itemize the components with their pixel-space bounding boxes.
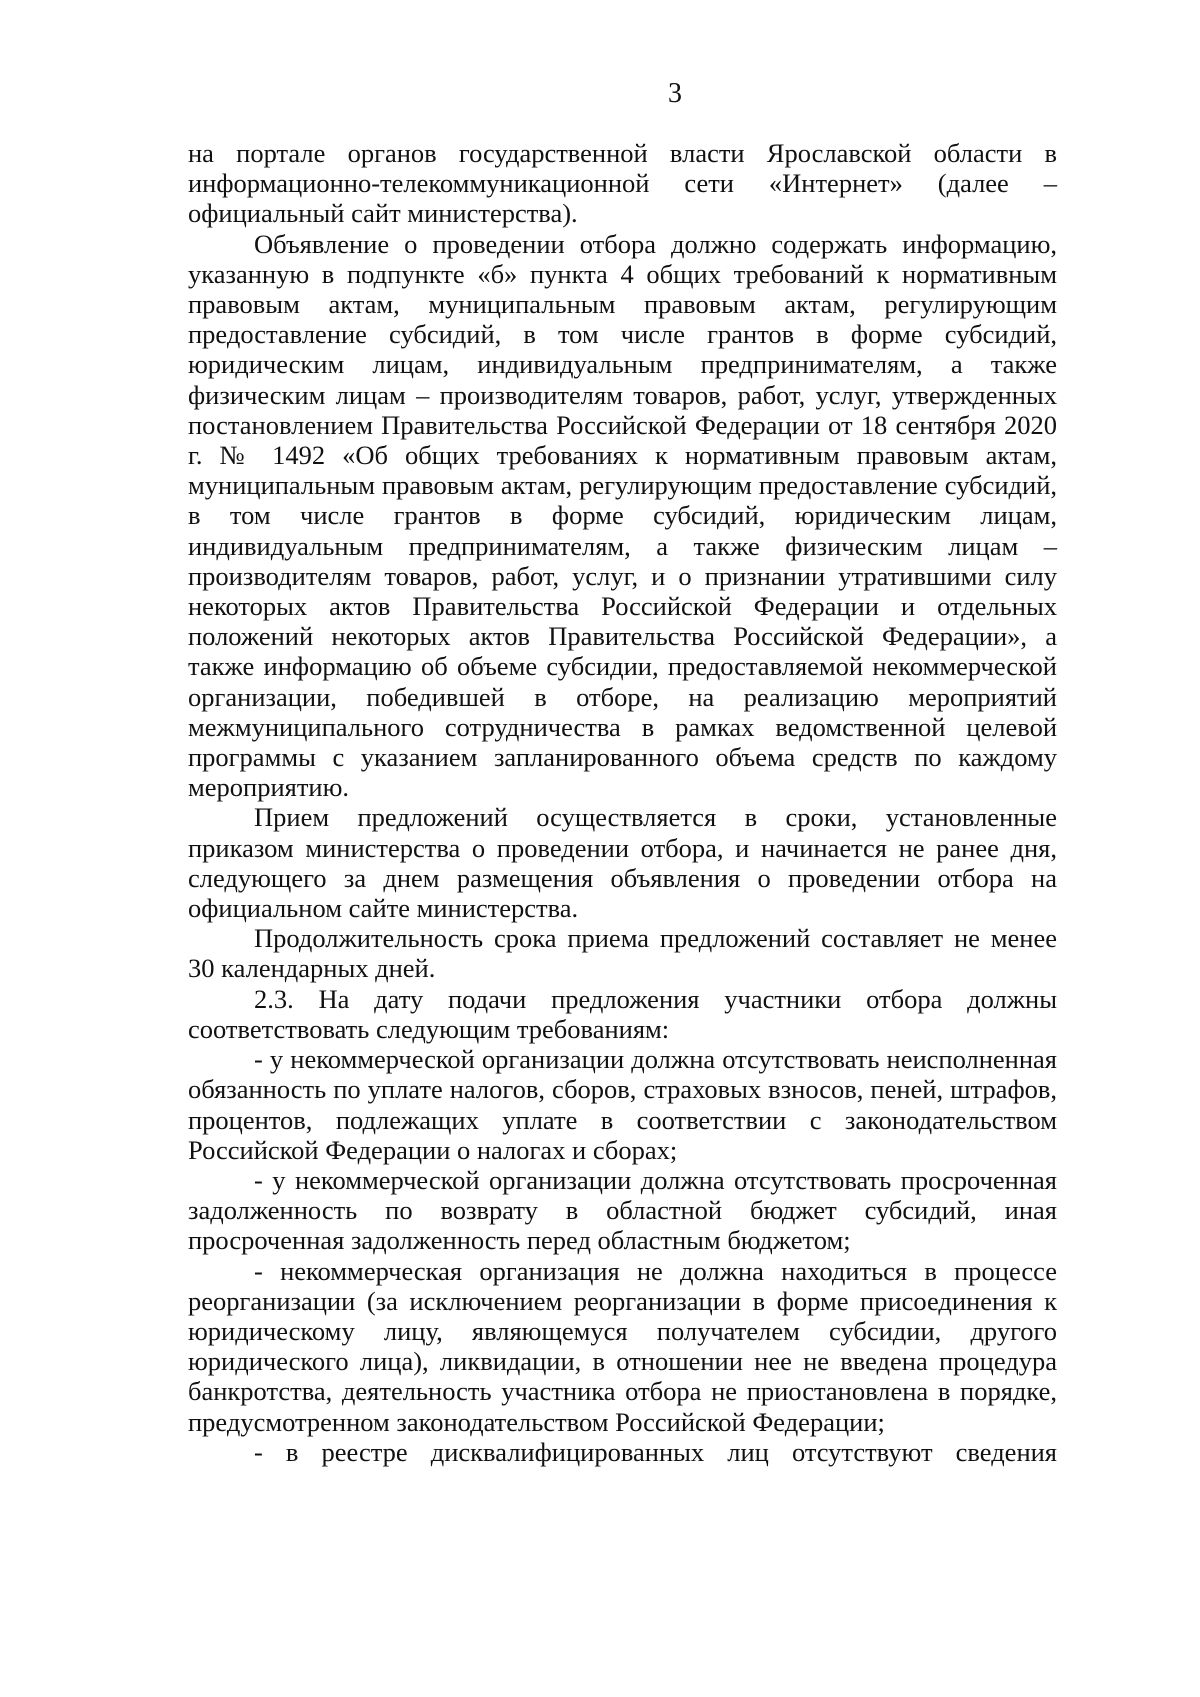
- paragraph-section-2-3: 2.3. На дату подачи предложения участники отбора должны соответствовать следующим требованиям:: [188, 983, 1057, 1044]
- list-item-disqualified-registry: - в реестре дисквалифицированных лиц отсутствуют сведения: [254, 1436, 1057, 1467]
- list-item-reorganization: - некоммерческая организация не должна находиться в процессе реорганизации (за исключением реорганизации в форме присоединения к юридическому лицу, являющемуся получателем субсидии, другого юридического лица), ликвидации, в отношении нее не введена процедура банкротства, деятельность участника отбора не приостановлена в порядке, предусмотренном законодательством Российской Федерации;: [188, 1255, 1057, 1437]
- paragraph-announcement-content: Объявление о проведении отбора должно содержать информацию, указанную в подпункте «б» пункта 4 общих требований к нормативным правовым актам, муниципальным правовым актам, регулирующим предоставление субсидий, в том числе грантов в форме субсидий, юридическим лицам, индивидуальным предпринимателям, а также физическим лицам – производителям товаров, работ, услуг, утвержденных постановлением Правительства Российской Федерации от 18 сентября 2020 г. № 1492 «Об общих требованиях к нормативным правовым актам, муниципальным правовым актам, регулирующим предоставление субсидий, в том числе грантов в форме субсидий, юридическим лицам, индивидуальным предпринимателям, а также физическим лицам – производителям товаров, работ, услуг, и о признании утратившими силу некоторых актов Правительства Российской Федерации и отдельных положений некоторых актов Правительства Российской Федерации», а также информацию об объеме субсидии, предоставляемой некоммерческой организации, победившей в отборе, на реализацию мероприятий межмуниципального сотрудничества в рамках ведомственной целевой программы с указанием запланированного объема средств по каждому мероприятию.: [188, 228, 1057, 803]
- list-item-overdue-debt: - у некоммерческой организации должна отсутствовать просроченная задолженность по возврату в областной бюджет субсидий, иная просроченная задолженность перед областным бюджетом;: [188, 1164, 1057, 1256]
- paragraph-official-site: на портале органов государственной власти Ярославской области в информационно-телекоммуникационной сети «Интернет» (далее – официальный сайт министерства).: [188, 138, 1057, 229]
- document-body: [188, 138, 1057, 1467]
- list-item-tax-obligations: - у некоммерческой организации должна отсутствовать неисполненная обязанность по уплате налогов, сборов, страховых взносов, пеней, штрафов, процентов, подлежащих уплате в соответствии с законодательством Российской Федерации о налогах и сборах;: [188, 1044, 1057, 1165]
- paragraph-proposal-acceptance: Прием предложений осуществляется в сроки, установленные приказом министерства о проведении отбора, и начинается не ранее дня, следующего за днем размещения объявления о проведении отбора на официальном сайте министерства.: [188, 802, 1057, 924]
- paragraph-acceptance-duration: Продолжительность срока приема предложений составляет не менее 30 календарных дней.: [188, 923, 1057, 984]
- page-number: 3: [668, 78, 682, 109]
